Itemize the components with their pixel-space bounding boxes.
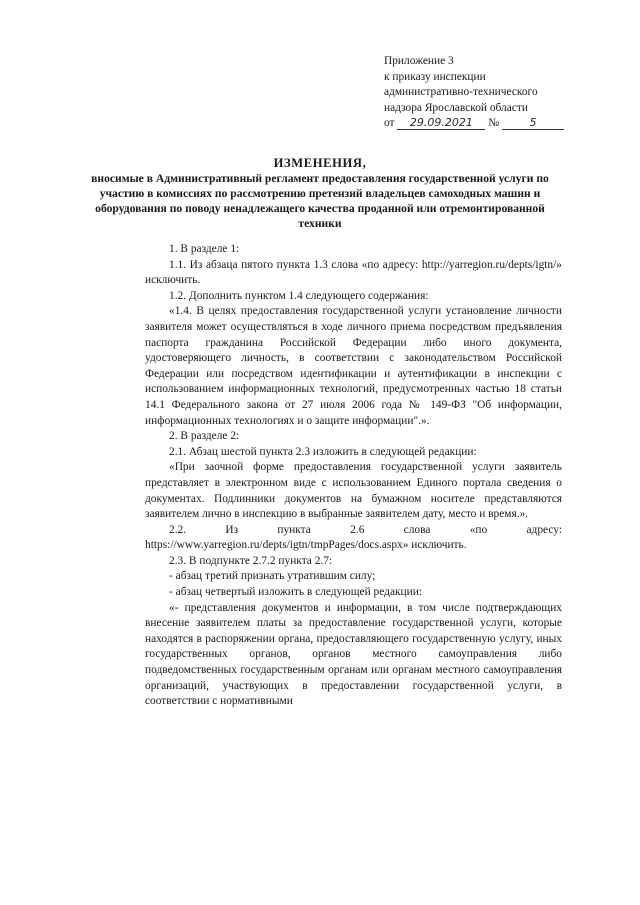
paragraph-1-4-quote: «1.4. В целях предоставления государственной услуги установление личности заявителя может осуществляться в ходе личного приема посредством предъявления паспорта гражданина Российской Федерации либо иного документа, удостоверяющего личность, в соответствии с законодательством Российской Федерации или посредством идентификации и аутентификации в инспекции с использованием информационных технологий, предусмотренных частью 18 статьи 14.1 Федерального закона от 27 июля 2006 года № 149-ФЗ "Об информации, информационных технологиях и о защите информации".».: [145, 305, 562, 427]
paragraph-1-2: 1.2. Дополнить пунктом 1.4 следующего содержания:: [169, 289, 429, 302]
paragraph-2-3: 2.3. В подпункте 2.7.2 пункта 2.7:: [169, 554, 333, 567]
paragraph-2-1: 2.1. Абзац шестой пункта 2.3 изложить в следующей редакции:: [169, 445, 477, 458]
document-subtitle: вносимые в Административный регламент предоставления государственной услуги по участию в комиссиях по рассмотрению претензий владельцев самоходных машин и оборудования по поводу ненадлежащего качества проданной или отремонтированной техники: [91, 172, 549, 230]
paragraph-dash-1: - абзац третий признать утратившим силу;: [169, 570, 376, 583]
handwritten-number: 5: [502, 116, 564, 130]
appendix-line-3: административно-технического: [384, 86, 538, 99]
appendix-line-1: Приложение 3: [384, 55, 454, 67]
number-prefix: №: [488, 117, 500, 130]
handwritten-date: 29.09.2021: [397, 116, 485, 130]
paragraph-2-1-quote: «При заочной форме предоставления государственной услуги заявитель представляет в электронном виде с использованием Единого портала сведения о документах. Подлинники документов на бумажном носителе представляются заявителем лично в инспекцию в выбранные заявителем дату, место и время.».: [145, 461, 562, 521]
document-title: ИЗМЕНЕНИЯ,: [273, 156, 367, 170]
appendix-header: [384, 54, 584, 132]
date-prefix: от: [384, 117, 395, 130]
appendix-line-4: надзора Ярославской области: [384, 101, 528, 114]
order-date-line: [384, 116, 584, 132]
paragraph-section-1: 1. В разделе 1:: [169, 243, 240, 255]
appendix-line-2: к приказу инспекции: [384, 70, 486, 83]
paragraph-1-1: 1.1. Из абзаца пятого пункта 1.3 слова «по адресу: http://yarregion.ru/depts/igtn/» исключить.: [145, 258, 562, 287]
paragraph-section-2: 2. В разделе 2:: [169, 430, 240, 443]
document-body: [145, 242, 562, 710]
paragraph-dash-quote: «- представления документов и информации, в том числе подтверждающих внесение заявителем платы за предоставление государственной услуги, которые находятся в распоряжении органа, предоставляющего государственную услугу, иных государственных органов, органов местного самоуправления либо подведомственных государственным органам или органам местного самоуправления организаций, участвующих в предоставлении государственной услуги, в соответствии с нормативными: [145, 601, 562, 708]
paragraph-2-2: 2.2. Из пункта 2.6 слова «по адресу: https://www.yarregion.ru/depts/igtn/tmpPages/docs.aspx» исключить.: [145, 523, 562, 552]
paragraph-dash-2: - абзац четвертый изложить в следующей редакции:: [169, 586, 422, 599]
